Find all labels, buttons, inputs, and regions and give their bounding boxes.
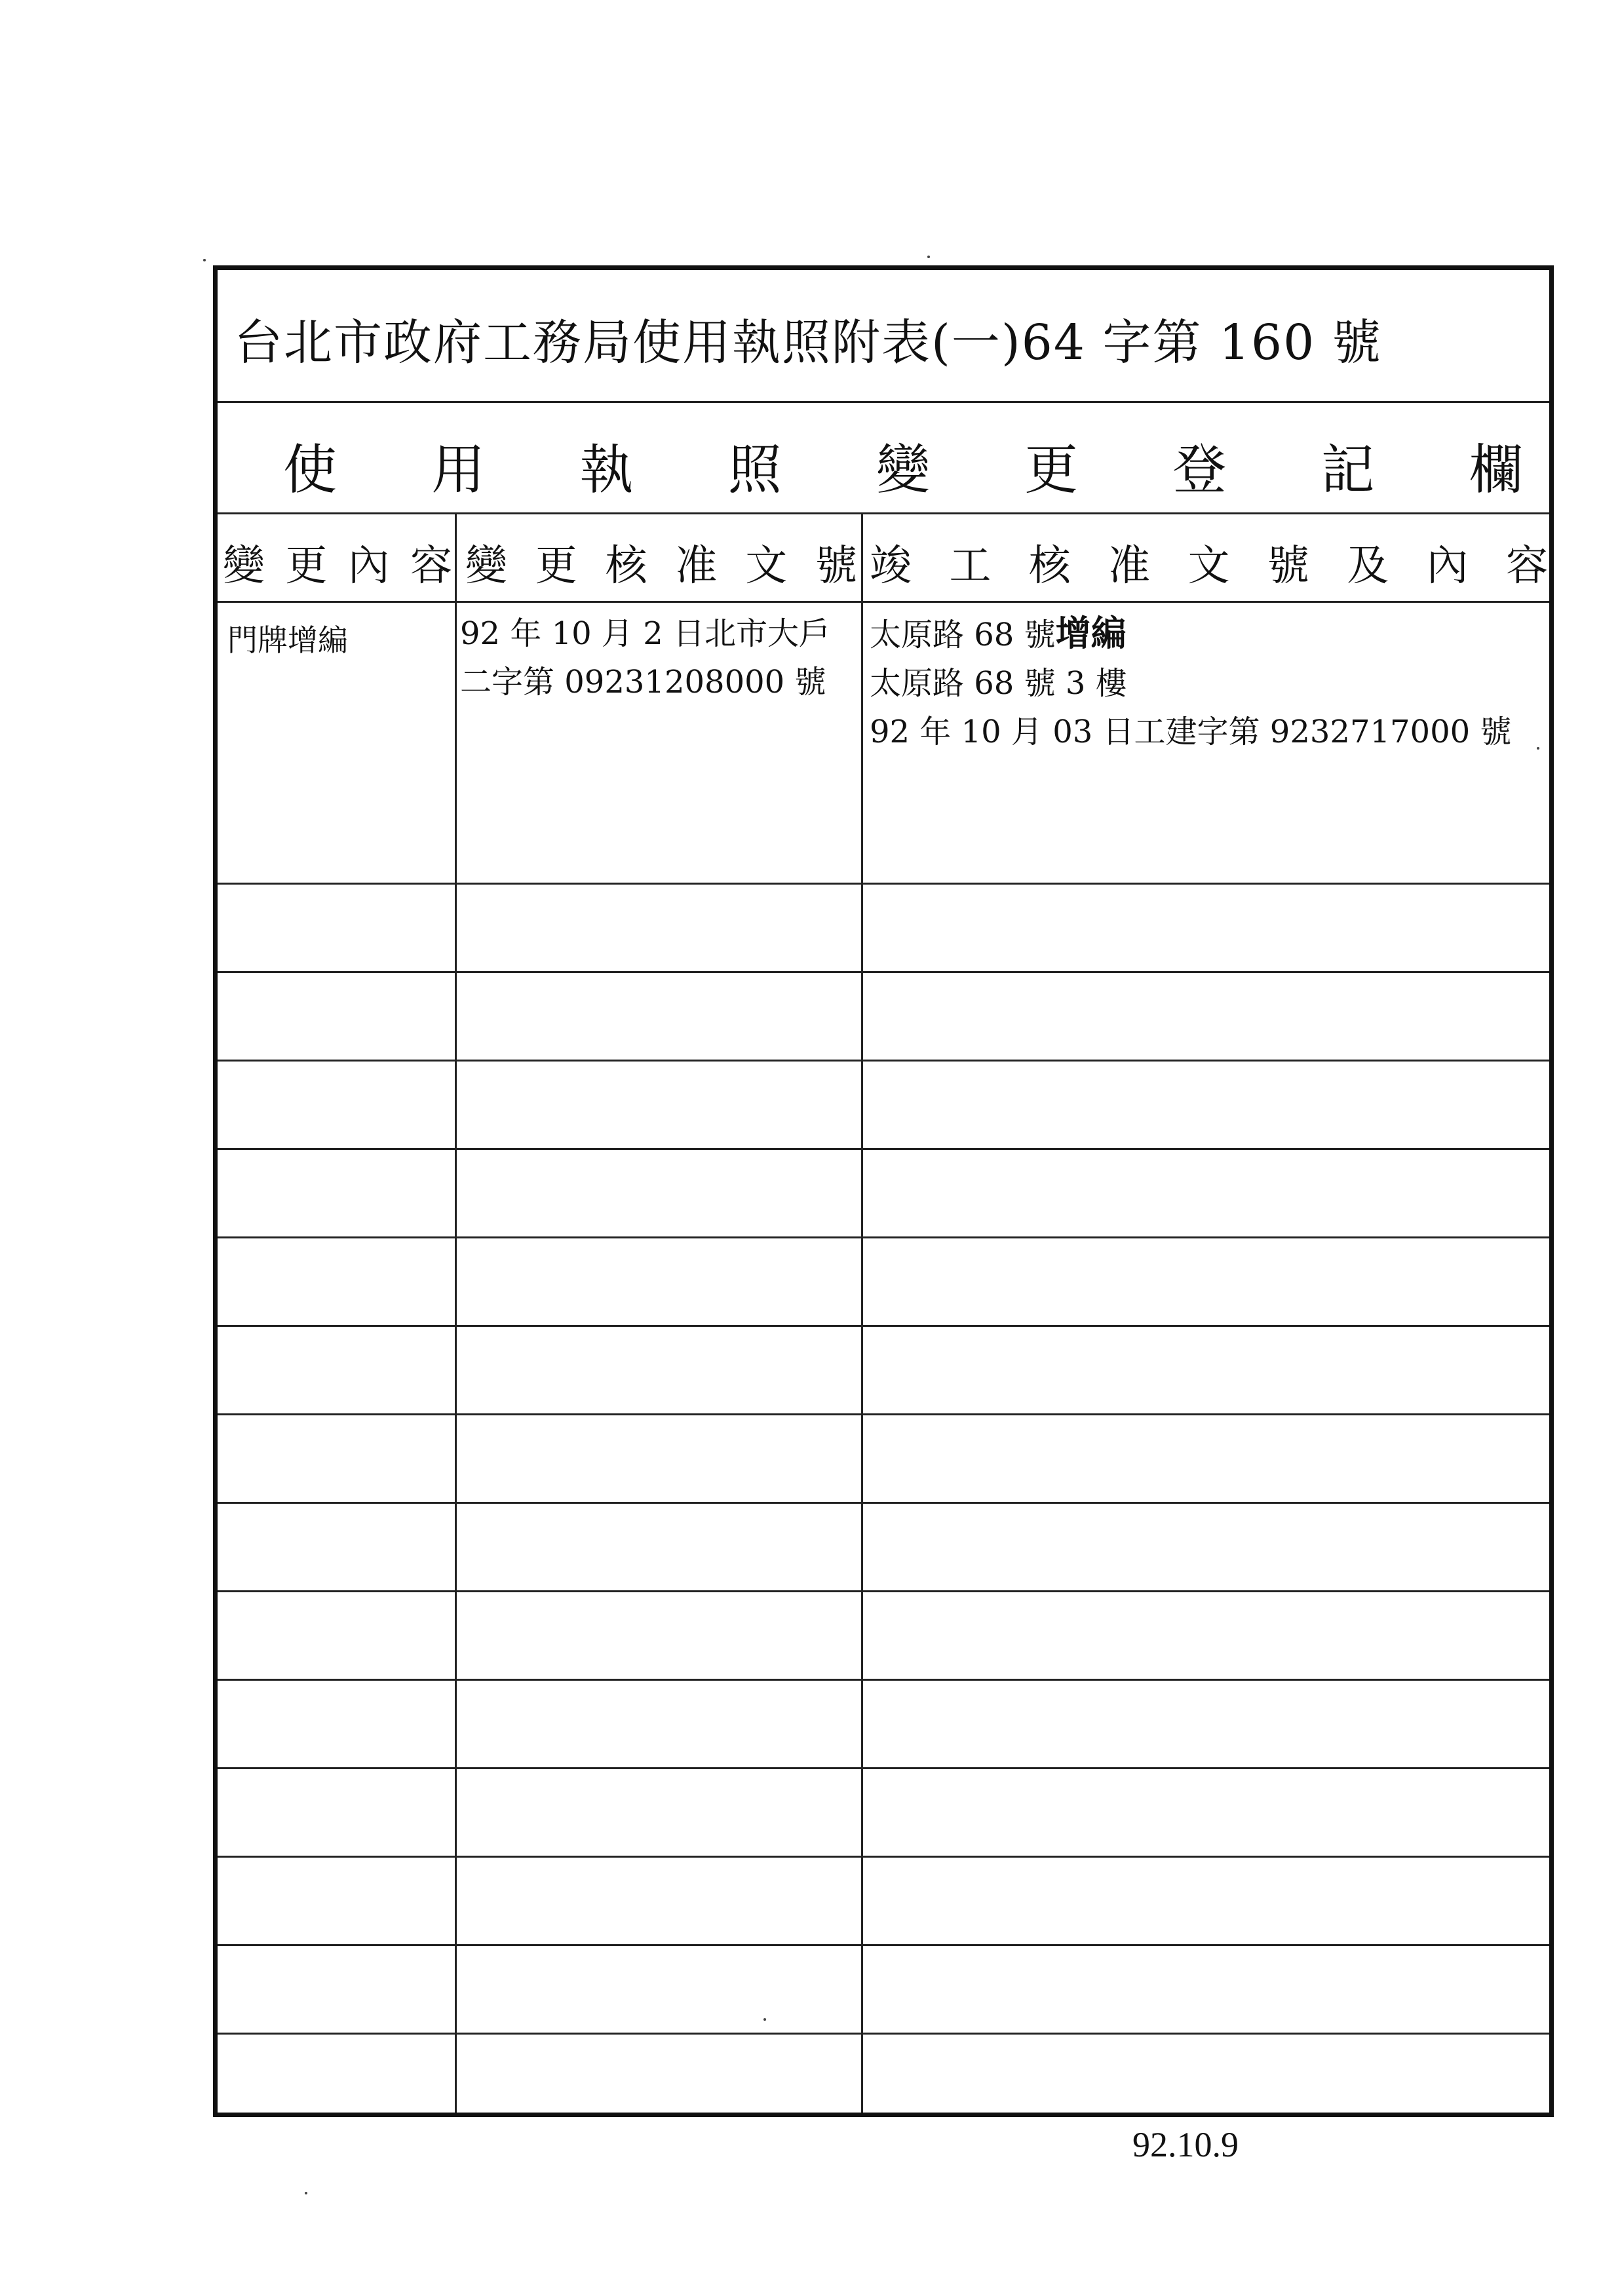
row-line xyxy=(218,1856,1549,1858)
header-char: 及 xyxy=(1347,542,1389,590)
header-char: 變 xyxy=(465,542,507,590)
row-line xyxy=(218,1413,1549,1415)
row-line xyxy=(218,1502,1549,1504)
header-divider xyxy=(218,601,1549,603)
header-char: 文 xyxy=(1187,542,1230,590)
completion-address: 太原路 68 號 xyxy=(870,617,1056,653)
header-completion-approval xyxy=(870,532,1548,598)
row-line xyxy=(218,1944,1549,1946)
row-line xyxy=(218,1767,1549,1769)
header-char: 竣 xyxy=(870,542,912,590)
header-char: 容 xyxy=(1506,542,1548,590)
header-char: 號 xyxy=(815,542,857,590)
column-divider-1 xyxy=(455,512,457,2113)
row-line xyxy=(218,2033,1549,2035)
row-line xyxy=(218,1236,1549,1238)
entry-change-content: 門牌增編 xyxy=(227,622,348,658)
header-char: 文 xyxy=(745,542,788,590)
header-char: 更 xyxy=(535,542,577,590)
subtitle-char: 登 xyxy=(1172,439,1227,501)
header-change-content xyxy=(223,532,452,598)
header-char: 核 xyxy=(1028,542,1071,590)
header-char: 更 xyxy=(285,542,328,590)
header-char: 變 xyxy=(223,542,265,590)
completion-line-1 xyxy=(870,609,1511,659)
row-line xyxy=(218,971,1549,973)
subtitle-char: 更 xyxy=(1024,439,1079,501)
header-char: 號 xyxy=(1267,542,1309,590)
approval-line-2: 二字第 09231208000 號 xyxy=(460,664,826,700)
subtitle-char: 照 xyxy=(727,439,782,501)
header-char: 內 xyxy=(347,542,390,590)
row-line xyxy=(218,1679,1549,1681)
title-divider xyxy=(218,401,1549,403)
header-approval-no xyxy=(465,532,857,598)
subtitle-divider xyxy=(218,512,1549,514)
row-line xyxy=(218,1060,1549,1062)
row-line xyxy=(218,1590,1549,1592)
column-divider-2 xyxy=(861,512,863,2113)
scan-speck xyxy=(1537,747,1539,750)
form-title: 台北市政府工務局使用執照附表(一)64 字第 160 號 xyxy=(234,315,1382,371)
subtitle-char: 記 xyxy=(1321,439,1375,501)
scan-speck xyxy=(203,259,206,261)
subtitle-char: 用 xyxy=(431,439,486,501)
completion-bold-note: 增編 xyxy=(1055,613,1127,654)
row-line xyxy=(218,1148,1549,1150)
header-char: 內 xyxy=(1426,542,1469,590)
header-char: 准 xyxy=(675,542,718,590)
entry-completion xyxy=(870,609,1511,756)
registration-form xyxy=(213,265,1554,2117)
scan-speck xyxy=(927,256,930,258)
section-subtitle xyxy=(283,427,1523,501)
subtitle-char: 變 xyxy=(876,439,930,501)
header-char: 工 xyxy=(949,542,992,590)
completion-line-2: 太原路 68 號 3 樓 xyxy=(870,665,1127,702)
completion-line-3: 92 年 10 月 03 日工建字第 9232717000 號 xyxy=(870,714,1512,750)
header-char: 容 xyxy=(410,542,452,590)
subtitle-char: 使 xyxy=(283,439,338,501)
row-line xyxy=(218,1325,1549,1327)
subtitle-char: 欄 xyxy=(1469,439,1523,501)
row-line xyxy=(218,883,1549,885)
scan-speck xyxy=(763,2018,766,2021)
stamp-date: 92.10.9 xyxy=(1132,2125,1239,2164)
approval-line-1: 92 年 10 月 2 日北市大戶 xyxy=(460,615,830,652)
header-char: 核 xyxy=(605,542,647,590)
scan-speck xyxy=(305,2192,307,2194)
subtitle-char: 執 xyxy=(579,439,634,501)
header-char: 准 xyxy=(1108,542,1151,590)
entry-approval-no xyxy=(460,609,830,706)
